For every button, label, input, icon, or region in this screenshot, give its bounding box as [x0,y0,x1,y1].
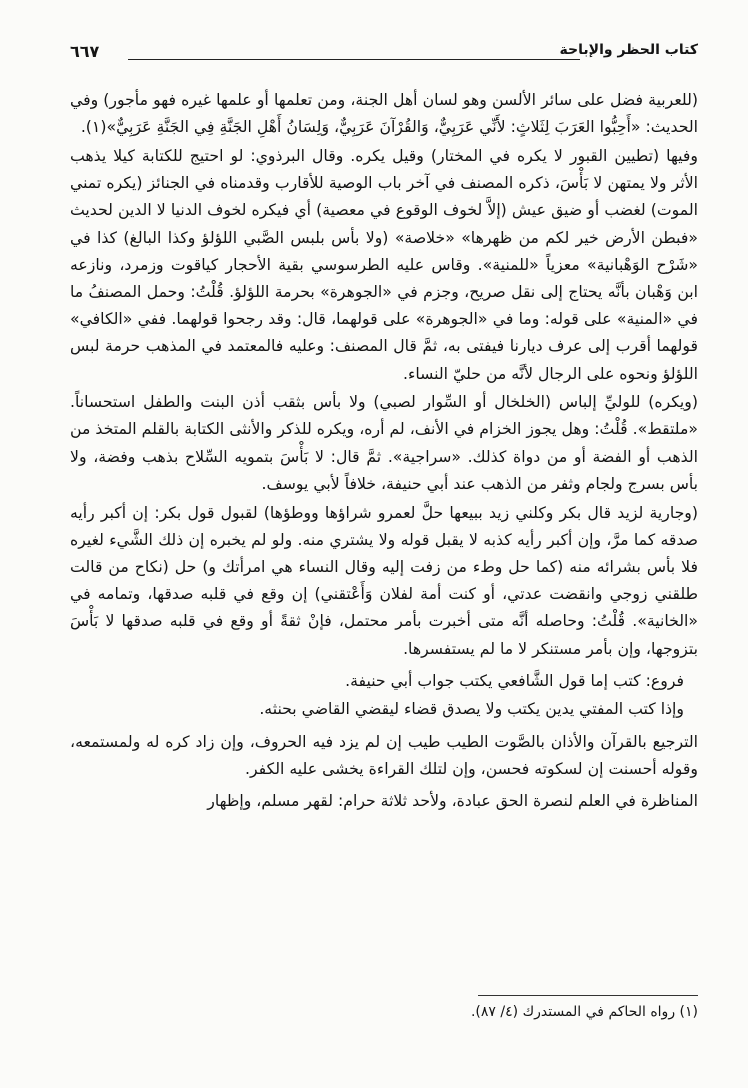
page-number: ٦٦٧ [70,42,100,61]
paragraph-debate: المناظرة في العلم لنصرة الحق عبادة، ولأحد ثلاثة حرام: لقهر مسلم، وإظهار [207,791,698,811]
paragraph-arabic-virtue: (للعربية فضل على سائر الألسن وهو لسان أهل الجنة، ومن تعلمها أو علمها غيره فهو مأجور) وفي الحديث: «أَحِبُّوا العَرَبَ لِثَلاثٍ: لأَنِّي عَرَبِيٌّ، وَالقُرْآنَ عَرَبِيٌّ، وَلِسَانُ أَهْلِ الجَنَّةِ فِي الجَنَّةِ عَرَبِيٌّ»(١). [70,90,698,137]
page-body [70,86,698,816]
footnote-rule [478,995,698,996]
footnote: (١) رواه الحاكم في المستدرك (٤/ ٨٧). [470,1004,698,1020]
paragraph-branches: فروع: كتب إما قول الشَّافعي يكتب جواب أبي حنيفة. [345,670,684,690]
page-header [70,40,698,64]
paragraph-slave-girl: (وجارية لزيد قال بكر وكلني زيد ببيعها حلَّ لعمرو شراؤها ووطؤها) لقبول قول بكر: إن أكبر رأيه صدقه كما مرَّ، وإن أكبر رأيه كذبه لا يقبل قوله ولا يشتري منه. ولو لم يخبره إن ذلك الشَّيء لغيره فلا بأس بشرائه منه (كما حل وطء من زفت إليه وقال النساء هي امرأتك و) حل (نكاح من قالت طلقني زوجي وانقضت عدتي، أو كنت أمة لفلان وَأَعْتقني) إن وقع في قلبه صدقها، وتمامه في «الخانية». قُلْتُ: وحاصله أنَّه متى أخبرت بأمر محتمل، فإنْ ثقةً أو وقع في قلبه صدقها لا بَأْسَ بتزوجها، وإن بأمر مستنكر لا ما لم يستفسرها. [70,502,698,658]
paragraph-mufti: وإذا كتب المفتي يدين يكتب ولا يصدق قضاء ليقضي القاضي بحنثه. [259,699,684,719]
paragraph-anklets: (ويكره) للوليِّ إلباس (الخلخال أو السِّوار لصبي) ولا بأس بثقب أذن البنت والطفل استحساناً. «ملتقط». قُلْتُ: وهل يجوز الخزام في الأنف، لم أره، ويكره للذكر والأنثى الكتابة بالقلم المتخذ من الذهب أو الفضة أو من دواة كذلك. «سراجية». ثمَّ قال: لا بَأْسَ بتمويه السِّلاح بذهب وفضة، ولا بأس بسرج ولجام وثفر من الذهب عند أبي حنيفة، خلافاً لأبي يوسف. [70,392,698,493]
paragraph-recitation: الترجيع بالقرآن والأذان بالصَّوت الطيب طيب إن لم يزد فيه الحروف، وإن زاد كره له ولمستمعه، وقوله أحسنت إن لسكوته فحسن، وإن لتلك القراءة يخشى عليه الكفر. [70,731,698,778]
paragraph-graves: وفيها (تطيين القبور لا يكره في المختار) وقيل يكره. وقال البرذوي: لو احتيج للكتابة كيلا يذهب الأثر ولا يمتهن لا بَأْسَ، ذكره المصنف في آخر باب الوصية للأقارب وقدمناه في الجنائز (يكره تمني الموت) لغضب أو ضيق عيش (إلاَّ لخوف الوقوع في معصية) أي فيكره لخوف الدنيا لا الدين لحديث «فبطن الأرض خير لكم من ظهرها» «خلاصة» (ولا بأس بلبس الصَّبي اللؤلؤ وكذا البالغ) كذا في «شَرْح الوَهْبانية» معزياً «للمنية». وقاس عليه الطرسوسي بقية الأحجار كياقوت وزمرد، ونازعه ابن وَهْبان بأنَّه يحتاج إلى نقل صريح، وجزم في «الجوهرة» بحرمة اللؤلؤ. قُلْتُ: وحمل المصنفُ ما في «المنية» على قوله: وما في «الجوهرة» على قولهما، قال: وقد رجحوا قولهما. ففي «الكافي» قولهما أقرب إلى عرف ديارنا فيفتى به، ثمَّ قال المصنف: وعليه فالمعتمد في المذهب حرمة لبس اللؤلؤ ونحوه على الرجال لأنَّه من حليّ النساء. [70,145,698,383]
document-page [70,0,698,1088]
running-title: كتاب الحظر والإباحة [559,42,698,58]
header-rule [128,59,580,60]
